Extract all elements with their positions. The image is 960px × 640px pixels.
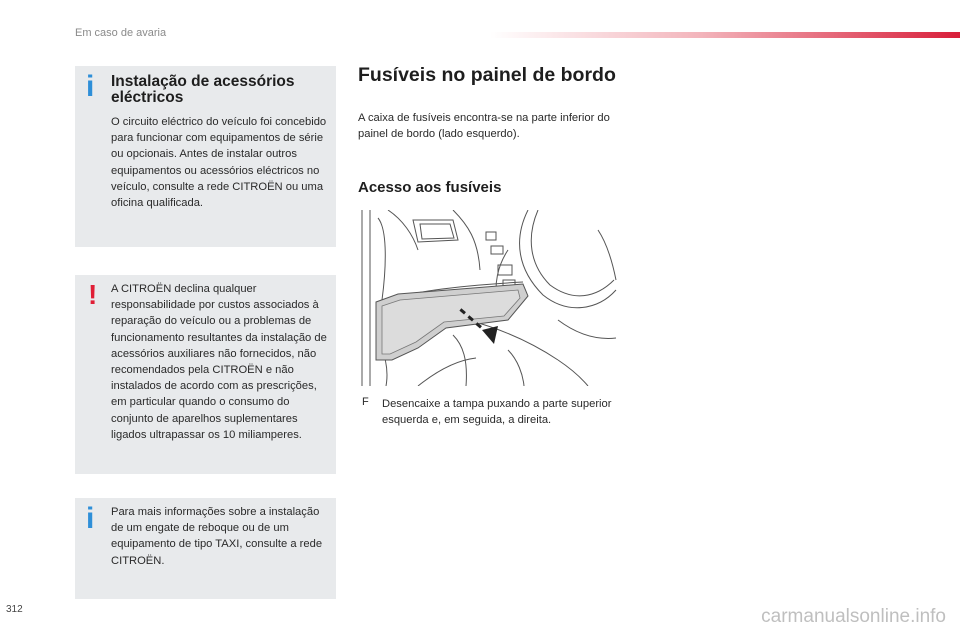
page-number: 312 [6, 604, 23, 615]
bullet-marker: F [362, 396, 369, 408]
info-icon: i [86, 502, 95, 535]
instruction-text: Desencaixe a tampa puxando a parte superior esquerda e, em seguida, a direita. [382, 398, 612, 426]
dashboard-fusebox-illustration [358, 210, 620, 386]
accessories-box-text: O circuito eléctrico do veículo foi concebido para funcionar com equipamentos de série ou opcionais. Antes de instalar outros equipamentos ou acessórios eléctricos no veículo, consulte a rede CITROËN ou uma oficina qualificada. [111, 116, 327, 210]
section-subtitle: Acesso aos fusíveis [358, 179, 502, 196]
accessories-box-title: Instalação de acessórios eléctricos [111, 73, 295, 106]
fusebox-location-text: A caixa de fusíveis encontra-se na parte inferior do painel de bordo (lado esquerdo). [358, 112, 610, 140]
page-title: Fusíveis no painel de bordo [358, 64, 616, 86]
towing-box-text: Para mais informações sobre a instalação de um engate de reboque ou de um equipamento de tipo TAXI, consulte a rede CITROËN. [111, 506, 323, 567]
watermark: carmanualsonline.info [761, 606, 946, 627]
warning-box-text: A CITROËN declina qualquer responsabilidade por custos associados à reparação do veículo ou a problemas de funcionamento resultantes da instalação de acessórios auxiliares não fornecidos, não recomendados pela CITROËN e não instalados de acordo com as prescrições, em particular quando o consumo do conjunto de aparelhos suplementares ligados ultrapassar os 10 miliamperes. [111, 283, 327, 441]
warning-icon: ! [88, 279, 98, 310]
header-accent-bar [490, 32, 960, 38]
info-icon: i [86, 70, 95, 103]
section-header: Em caso de avaria [75, 27, 167, 39]
